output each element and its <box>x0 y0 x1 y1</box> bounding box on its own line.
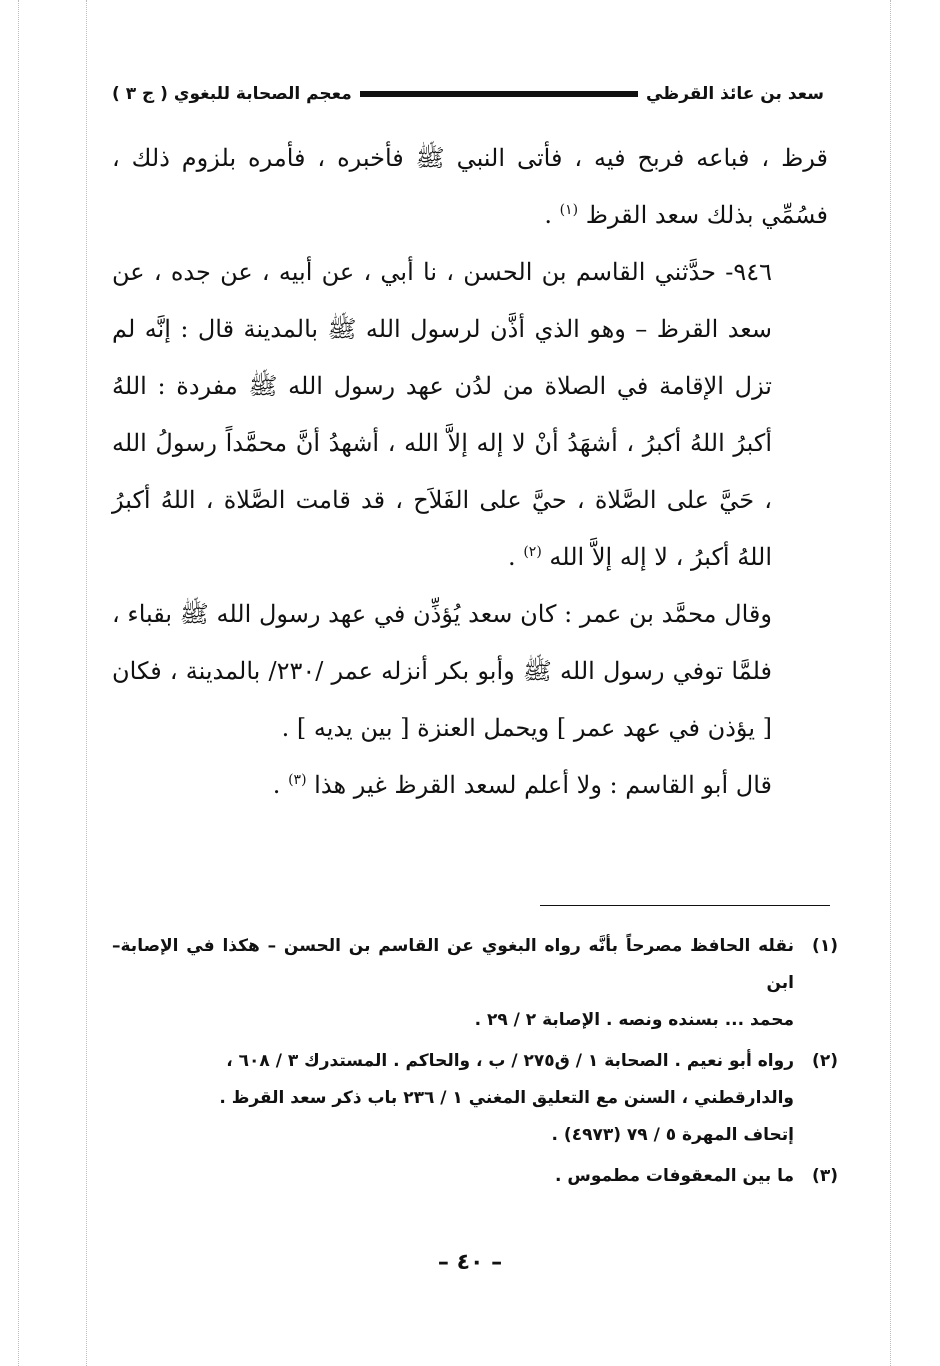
footnote-number: (٣) <box>812 1166 838 1186</box>
header-rule <box>360 91 638 97</box>
footnote-line: نقله الحافظ مصرحاً بأنَّه رواه البغوي عن القاسم بن الحسن – هكذا في الإصابة– ابن <box>112 936 794 993</box>
main-text <box>112 130 828 814</box>
footnote-line: محمد ... بسنده ونصه . الإصابة ٢ / ٢٩ . <box>474 1010 794 1030</box>
paragraph-2-end: . <box>508 543 524 571</box>
paragraph-4-end: . <box>272 771 289 799</box>
paragraph-4-text: قال أبو القاسم : ولا أعلم لسعد القرظ غير هذا <box>314 771 772 799</box>
scan-guide-left <box>18 0 19 1366</box>
scan-guide-margin <box>86 0 87 1366</box>
footnotes <box>112 928 838 1199</box>
footnote-3 <box>112 1158 838 1195</box>
footnote-ref-2[interactable]: (٢) <box>523 544 542 560</box>
footnote-2 <box>112 1043 838 1154</box>
header-entry-title: سعد بن عائذ القرظي <box>645 84 824 104</box>
paragraph-2 <box>112 244 828 586</box>
paragraph-4 <box>112 757 828 814</box>
footnote-ref-1[interactable]: (١) <box>559 202 579 218</box>
paragraph-1-text: قرظ ، فباعه فربح فيه ، فأتى النبي ﷺ فأخبره ، فأمره بلزوم ذلك ، فسُمِّي بذلك سعد القرظ <box>112 144 828 229</box>
running-header <box>112 78 824 110</box>
footnote-separator <box>540 905 830 906</box>
footnote-number: (١) <box>812 936 838 956</box>
footnote-line: رواه أبو نعيم . الصحابة ١ / ق٢٧٥ / ب ، والحاكم . المستدرك ٣ / ٦٠٨ ، <box>226 1051 794 1071</box>
paragraph-2-text: ٩٤٦- حدَّثني القاسم بن الحسن ، نا أبي ، عن أبيه ، عن جده ، عن سعد القرظ – وهو الذي أذَّن لرسول الله ﷺ بالمدينة قال : إنَّه لم تزل الإقامة في الصلاة من لدُن عهد رسول الله ﷺ مفردة : اللهُ أكبرُ اللهُ أكبرُ ، أشهَدُ أنْ لا إله إلاَّ الله ، أشهدُ أنَّ محمَّداً رسولُ الله ، حَيَّ على الصَّلاة ، حيَّ على الفَلاَح ، قد قامت الصَّلاة ، اللهُ أكبرُ اللهُ أكبرُ ، لا إله إلاَّ الله <box>112 258 772 571</box>
paragraph-1 <box>112 130 828 244</box>
scan-guide-right <box>890 0 891 1366</box>
page-number: – ٤٠ – <box>437 1250 503 1275</box>
footnote-line: والدارقطني ، السنن مع التعليق المغني ١ / ٢٣٦ باب ذكر سعد القرظ . <box>219 1088 794 1108</box>
paragraph-3: وقال محمَّد بن عمر : كان سعد يُؤذِّن في عهد رسول الله ﷺ بقباء ، فلمَّا توفي رسول الله ﷺ وأبو بكر أنزله عمر /٢٣٠/ بالمدينة ، فكان [ يؤذن في عهد عمر ] ويحمل العنزة [ بين يديه ] . <box>112 600 772 742</box>
footnote-ref-3[interactable]: (٣) <box>288 772 307 788</box>
footnote-line: إتحاف المهرة ٥ / ٧٩ (٤٩٧٣) . <box>551 1125 794 1145</box>
footnote-1 <box>112 928 838 1039</box>
paragraph-1-end: . <box>544 201 560 229</box>
header-book-title: معجم الصحابة للبغوي ( ج ٣ ) <box>112 84 352 104</box>
footnote-line: ما بين المعقوفات مطموس . <box>555 1166 794 1186</box>
footnote-number: (٢) <box>812 1051 838 1071</box>
